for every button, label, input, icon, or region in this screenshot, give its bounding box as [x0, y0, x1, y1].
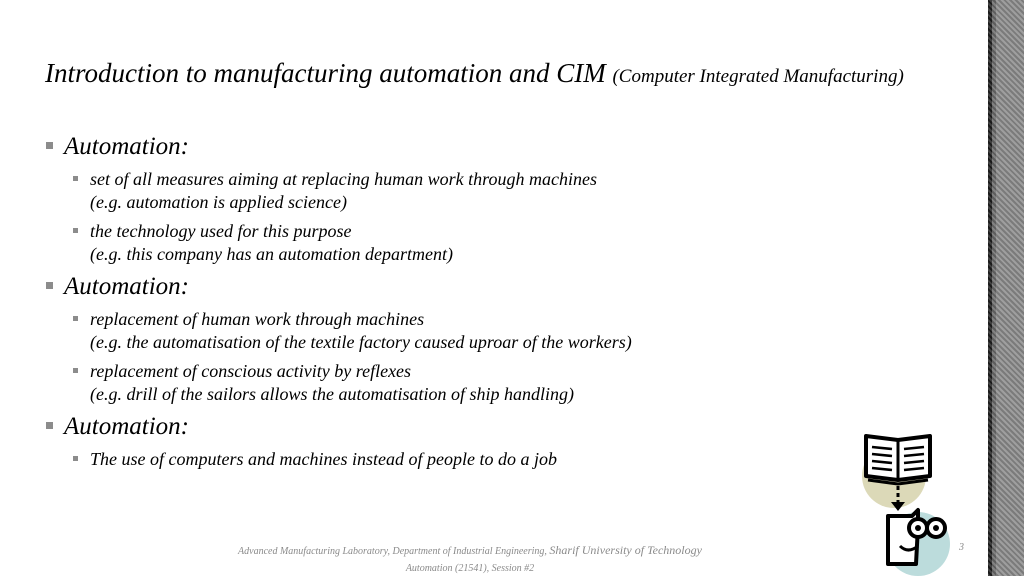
- section-1: [45, 132, 945, 266]
- footer-university: Sharif University of Technology: [549, 543, 702, 557]
- section-2: [45, 272, 945, 406]
- list-item-text: The use of computers and machines instead of people to do a job: [90, 449, 557, 469]
- list-item-text: replacement of conscious activity by reflexes: [90, 361, 412, 381]
- section-heading: Automation:: [45, 412, 945, 442]
- list-item: [72, 220, 945, 266]
- page-number: 3: [959, 542, 964, 553]
- section-heading: Automation:: [45, 272, 945, 302]
- list-item: [72, 448, 945, 471]
- list-item-text: the technology used for this purpose: [90, 221, 352, 241]
- list-item-example: (e.g. the automatisation of the textile factory caused uproar of the workers): [90, 332, 632, 352]
- title-main: Introduction to manufacturing automation and CIM: [45, 58, 606, 88]
- list-item-example: (e.g. drill of the sailors allows the automatisation of ship handling): [90, 384, 575, 404]
- decorative-edge-strip: [988, 0, 1024, 576]
- list-item: [72, 308, 945, 354]
- section-3: [45, 412, 945, 471]
- footer-course: Automation (21541), Session #2: [405, 563, 535, 574]
- slide-footer: [190, 542, 750, 577]
- section-heading: Automation:: [45, 132, 945, 162]
- list-item-text: set of all measures aiming at replacing human work through machines: [90, 169, 597, 189]
- list-item: [72, 168, 945, 214]
- list-item-example: (e.g. automation is applied science): [90, 192, 347, 212]
- footer-line-1: [190, 542, 750, 560]
- list-item-text: replacement of human work through machines: [90, 309, 425, 329]
- book-to-robot-clipart-icon: [860, 430, 952, 576]
- title-subtitle: (Computer Integrated Manufacturing): [612, 66, 904, 87]
- bullet-content: [45, 132, 945, 477]
- list-item-example: (e.g. this company has an automation department): [90, 244, 453, 264]
- footer-lab: Advanced Manufacturing Laboratory, Department of Industrial Engineering,: [238, 546, 550, 557]
- slide-title: [45, 58, 975, 89]
- list-item: [72, 360, 945, 406]
